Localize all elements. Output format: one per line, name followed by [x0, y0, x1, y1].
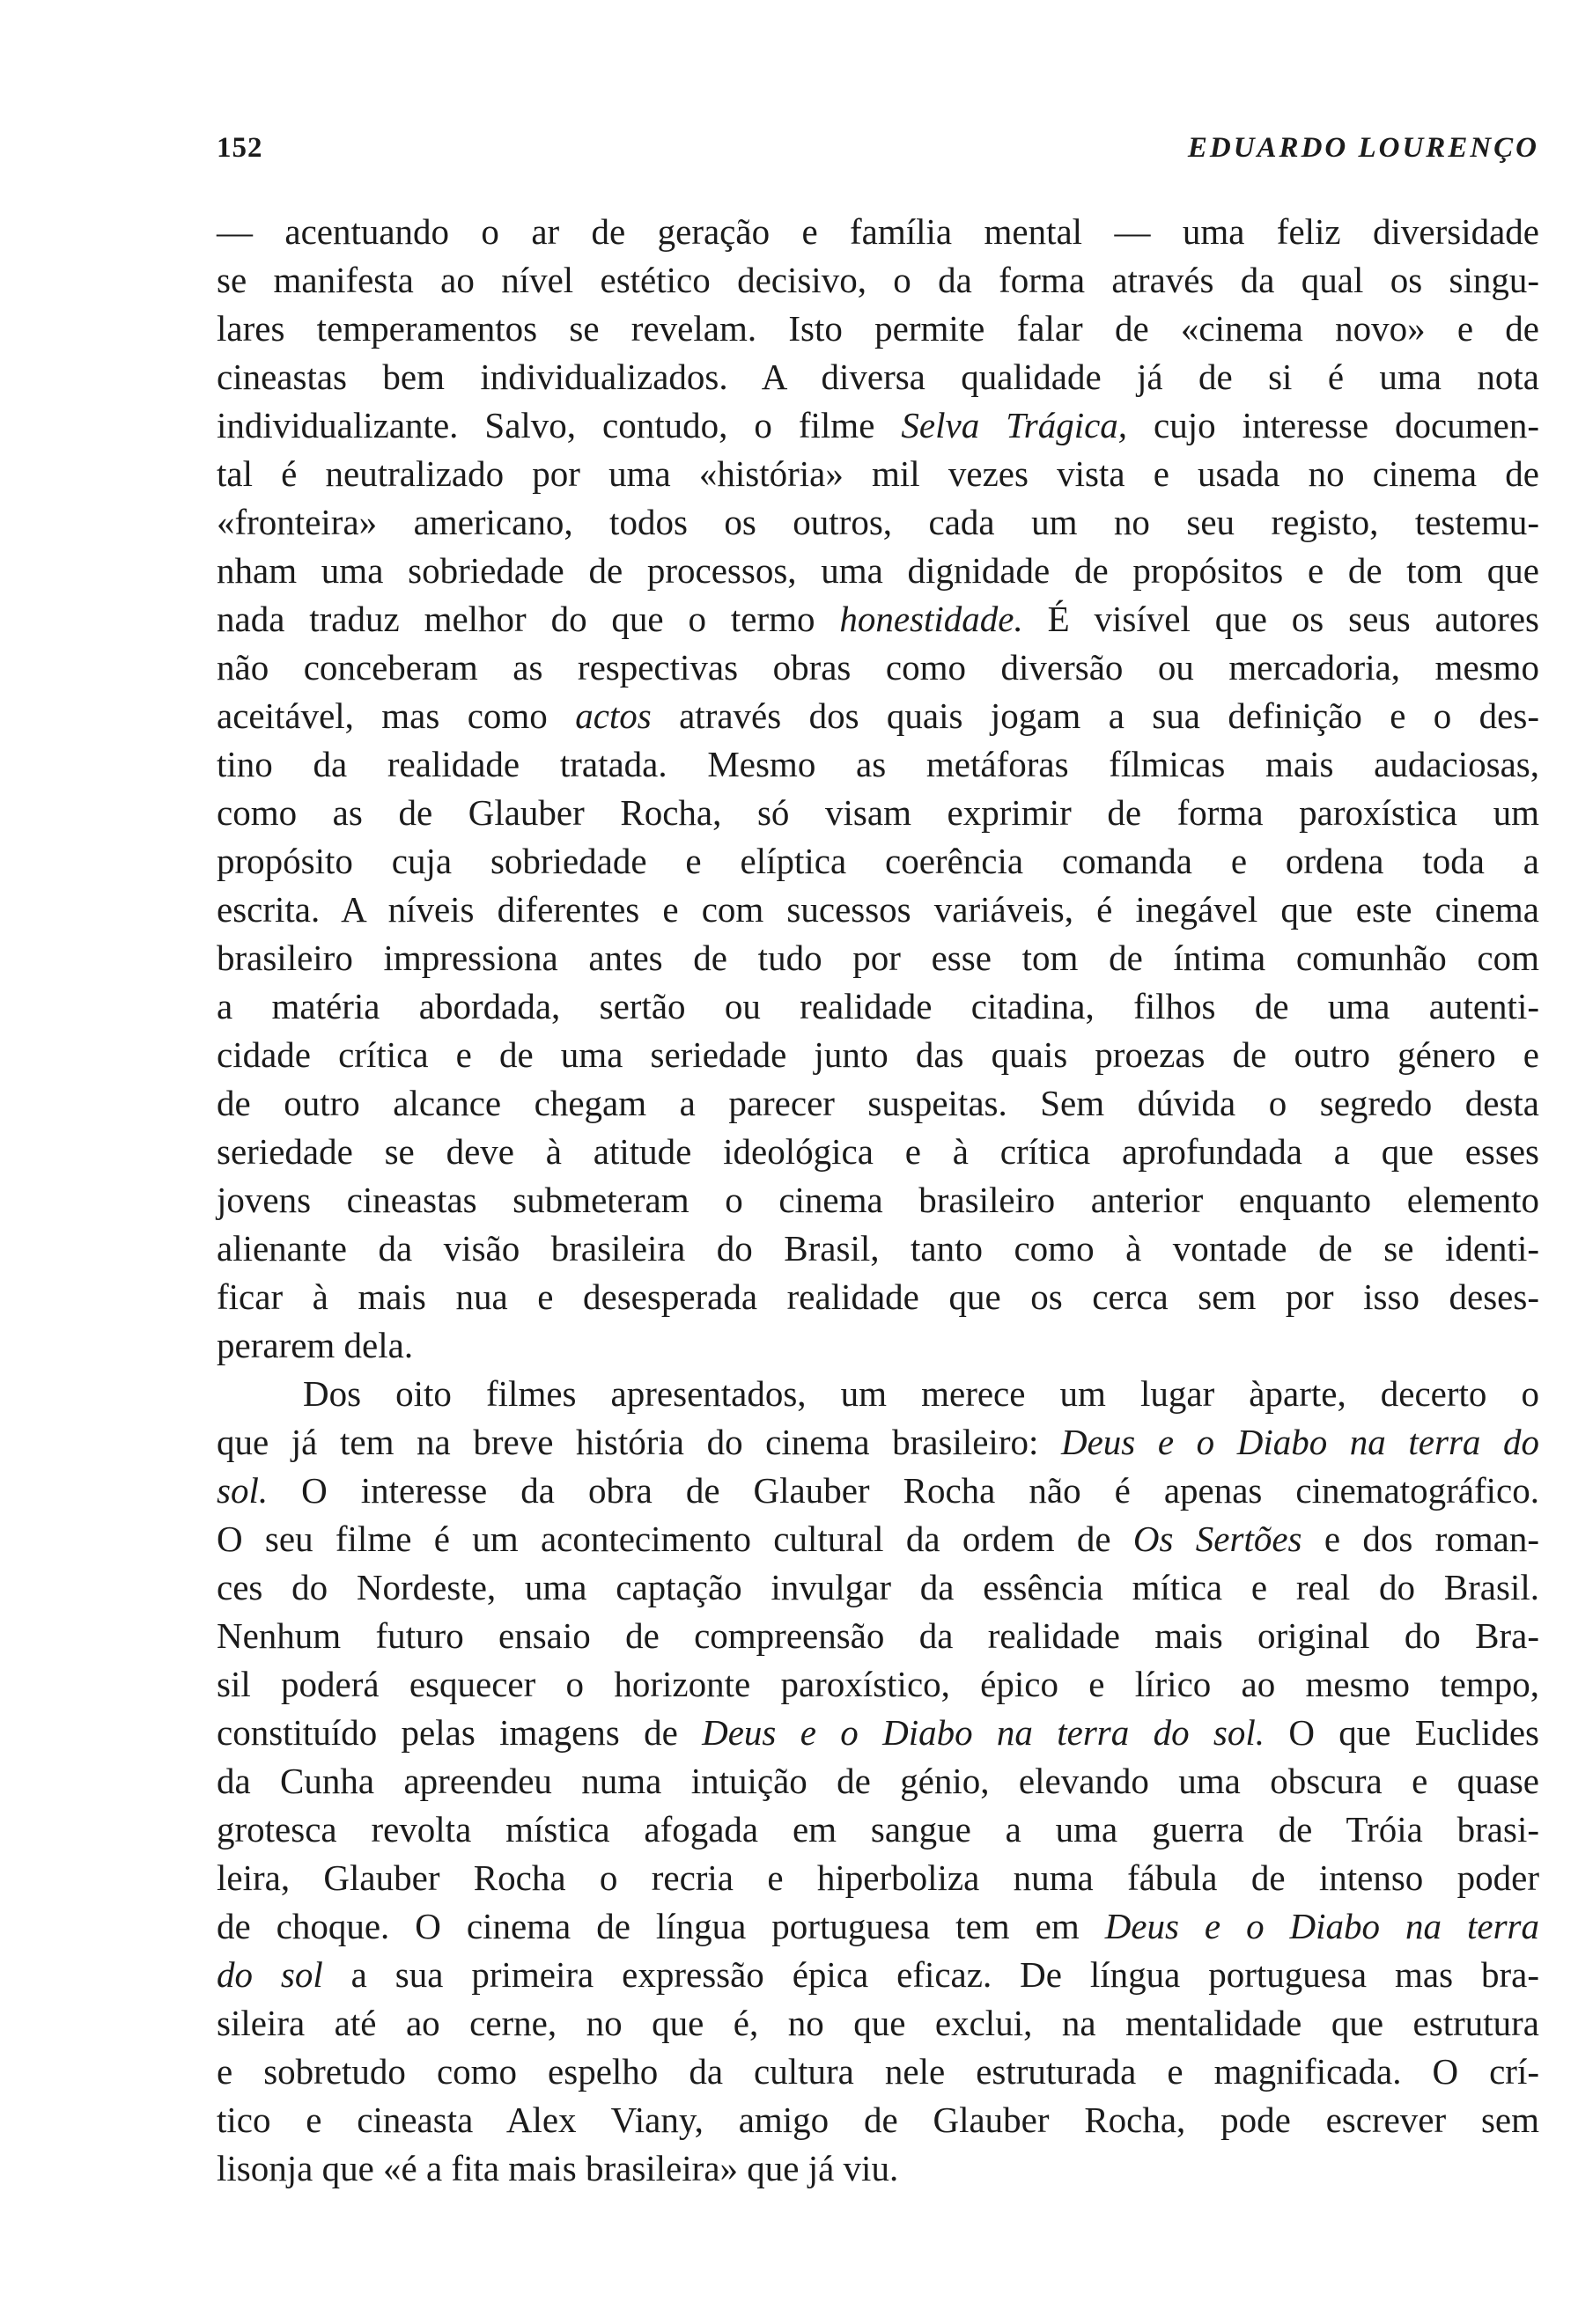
text-line: tico e cineasta Alex Viany, amigo de Glauber Rocha, pode escrever sem	[217, 2100, 1539, 2140]
text-line	[217, 1709, 1539, 1757]
text-line: lisonja que «é a fita mais brasileira» que já viu.	[217, 2148, 899, 2188]
emphasis-word: honestidade.	[839, 599, 1023, 639]
film-title: Deus e o Diabo na terra do	[1060, 1422, 1540, 1462]
film-title: sol.	[217, 1470, 269, 1511]
text-line: ces do Nordeste, uma captação invulgar da essência mítica e real do Brasil.	[217, 1567, 1539, 1607]
text-line	[217, 401, 1539, 450]
text-line: ficar à mais nua e desesperada realidade que os cerca sem por isso deses-	[217, 1276, 1539, 1317]
text-line: «fronteira» americano, todos os outros, cada um no seu registo, testemu-	[217, 502, 1539, 542]
text-line: lares temperamentos se revelam. Isto permite falar de «cinema novo» e de	[217, 308, 1539, 349]
text-line: de outro alcance chegam a parecer suspeitas. Sem dúvida o segredo desta	[217, 1083, 1539, 1123]
text-segment: que já tem na breve história do cinema brasileiro:	[217, 1422, 1061, 1462]
running-title: EDUARDO LOURENÇO	[1187, 132, 1539, 164]
paragraph-1	[217, 208, 1539, 1370]
text-line: jovens cineastas submeteram o cinema brasileiro anterior enquanto elemento	[217, 1180, 1539, 1220]
text-line: seriedade se deve à atitude ideológica e à crítica aprofundada a que esses	[217, 1131, 1539, 1172]
text-line: cineastas bem individualizados. A diversa qualidade já de si é uma nota	[217, 357, 1539, 397]
text-line: escrita. A níveis diferentes e com sucessos variáveis, é inegável que este cinema	[217, 889, 1539, 930]
text-line: nham uma sobriedade de processos, uma dignidade de propósitos e de tom que	[217, 550, 1539, 591]
text-segment: e dos roman-	[1301, 1519, 1539, 1559]
page-number: 152	[217, 132, 263, 164]
text-line	[217, 1951, 1539, 1999]
text-line: a matéria abordada, sertão ou realidade citadina, filhos de uma autenti-	[217, 986, 1539, 1026]
text-line: Dos oito filmes apresentados, um merece um lugar àparte, decerto o	[303, 1373, 1539, 1414]
emphasis-word: actos	[575, 695, 652, 736]
text-segment: constituído pelas imagens de	[217, 1712, 703, 1753]
text-line: grotesca revolta mística afogada em sangue a uma guerra de Tróia brasi-	[217, 1809, 1539, 1850]
text-line: leira, Glauber Rocha o recria e hiperboliza numa fábula de intenso poder	[217, 1857, 1539, 1898]
text-line	[217, 1418, 1539, 1467]
text-segment: individualizante. Salvo, contudo, o filme	[217, 405, 902, 445]
text-line: Nenhum futuro ensaio de compreensão da realidade mais original do Bra-	[217, 1615, 1539, 1656]
paragraph-2	[217, 1370, 1539, 2193]
text-segment: O interesse da obra de Glauber Rocha não é apenas cinematográfico.	[268, 1470, 1539, 1511]
text-line	[217, 1515, 1539, 1563]
text-line: sileira até ao cerne, no que é, no que exclui, na mentalidade que estrutura	[217, 2003, 1539, 2043]
book-title: Os Sertões	[1132, 1519, 1302, 1559]
body-text	[217, 208, 1539, 2193]
text-line: da Cunha apreendeu numa intuição de génio, elevando uma obscura e quase	[217, 1761, 1539, 1801]
text-line: alienante da visão brasileira do Brasil, tanto como à vontade de se identi-	[217, 1228, 1539, 1269]
text-line: e sobretudo como espelho da cultura nele estruturada e magnificada. O crí-	[217, 2051, 1539, 2092]
text-line: não conceberam as respectivas obras como diversão ou mercadoria, mesmo	[217, 647, 1539, 688]
text-segment: O seu filme é um acontecimento cultural da ordem de	[217, 1519, 1133, 1559]
film-title: do sol	[217, 1954, 323, 1995]
text-line	[217, 1902, 1539, 1951]
book-page	[217, 132, 1539, 2193]
text-segment: aceitável, mas como	[217, 695, 576, 736]
text-segment: nada traduz melhor do que o termo	[217, 599, 840, 639]
text-line: brasileiro impressiona antes de tudo por esse tom de íntima comunhão com	[217, 938, 1539, 978]
film-title: Selva Trágica,	[901, 405, 1128, 445]
film-title: Deus e o Diabo na terra do sol.	[702, 1712, 1265, 1753]
text-segment: de choque. O cinema de língua portuguesa tem em	[217, 1906, 1105, 1946]
text-line: — acentuando o ar de geração e família mental — uma feliz diversidade	[217, 211, 1539, 252]
text-line: sil poderá esquecer o horizonte paroxístico, épico e lírico ao mesmo tempo,	[217, 1664, 1539, 1704]
text-segment: através dos quais jogam a sua definição e o des-	[651, 695, 1539, 736]
text-segment: cujo interesse documen-	[1127, 405, 1539, 445]
text-line: propósito cuja sobriedade e elíptica coerência comanda e ordena toda a	[217, 841, 1539, 881]
text-line	[217, 1467, 1539, 1515]
running-head	[217, 132, 1539, 185]
text-line: cidade crítica e de uma seriedade junto das quais proezas de outro género e	[217, 1034, 1539, 1075]
text-line	[217, 692, 1539, 740]
text-line: tino da realidade tratada. Mesmo as metáforas fílmicas mais audaciosas,	[217, 744, 1539, 784]
text-line: como as de Glauber Rocha, só visam exprimir de forma paroxística um	[217, 792, 1539, 833]
text-segment: O que Euclides	[1265, 1712, 1539, 1753]
film-title: Deus e o Diabo na terra	[1104, 1906, 1539, 1946]
text-line: perarem dela.	[217, 1325, 414, 1365]
text-line: tal é neutralizado por uma «história» mil vezes vista e usada no cinema de	[217, 453, 1539, 494]
text-segment: a sua primeira expressão épica eficaz. De língua portuguesa mas bra-	[322, 1954, 1539, 1995]
text-line	[217, 595, 1539, 644]
text-line: se manifesta ao nível estético decisivo, o da forma através da qual os singu-	[217, 260, 1539, 300]
text-segment: É visível que os seus autores	[1022, 599, 1539, 639]
